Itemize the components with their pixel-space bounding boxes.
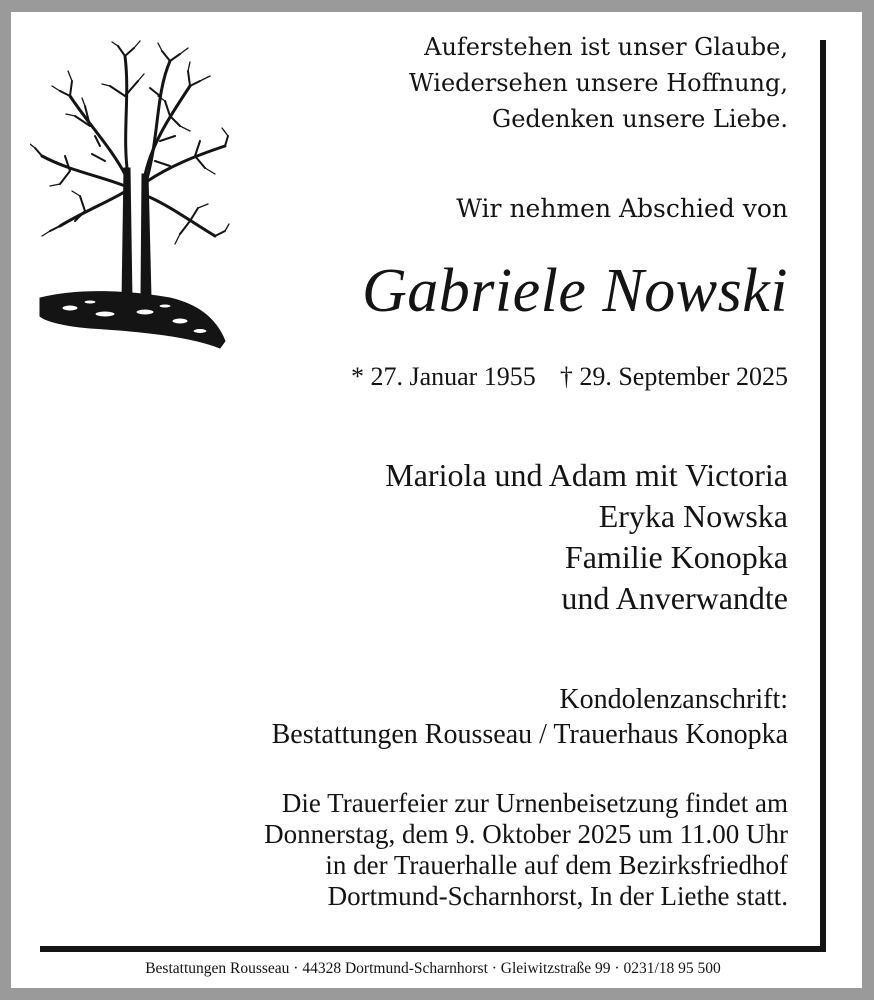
condolence-address-line: Bestattungen Rousseau / Trauerhaus Konopka [271, 719, 788, 750]
mourner-line: Eryka Nowska [598, 498, 788, 534]
funeral-home-footer: Bestattungen Rousseau · 44328 Dortmund-Scharnhorst · Gleiwitzstraße 99 · 0231/18 95 500 [145, 960, 721, 977]
mourner-line: und Anverwandte [561, 580, 788, 616]
ceremony-line: Donnerstag, dem 9. Oktober 2025 um 11.00 Uhr [264, 819, 788, 849]
death-date: † 29. September 2025 [559, 362, 788, 391]
tree-icon [30, 36, 230, 354]
ceremony-notice [264, 788, 788, 912]
life-dates [351, 362, 788, 392]
condolence-label: Kondolenzanschrift: [559, 684, 788, 715]
mourner-line: Mariola und Adam mit Victoria [385, 457, 788, 493]
mourner-line: Familie Konopka [564, 539, 788, 575]
verse-line: Wiedersehen unsere Hoffnung, [409, 69, 788, 97]
farewell-intro: Wir nehmen Abschied von [456, 194, 788, 223]
ceremony-line: in der Trauerhalle auf dem Bezirksfriedhof [325, 850, 788, 880]
frame-line-bottom [40, 946, 826, 952]
deceased-name: Gabriele Nowski [362, 257, 788, 325]
memorial-verse [409, 29, 788, 137]
mourners-list [385, 455, 788, 619]
verse-line: Auferstehen ist unser Glaube, [424, 33, 788, 61]
condolence-address [272, 682, 788, 752]
ceremony-line: Dortmund-Scharnhorst, In der Liethe statt. [327, 881, 788, 911]
ceremony-line: Die Trauerfeier zur Urnenbeisetzung findet am [281, 788, 788, 818]
verse-line: Gedenken unsere Liebe. [492, 105, 788, 133]
frame-line-right [820, 40, 826, 952]
birth-date: * 27. Januar 1955 [350, 362, 536, 391]
